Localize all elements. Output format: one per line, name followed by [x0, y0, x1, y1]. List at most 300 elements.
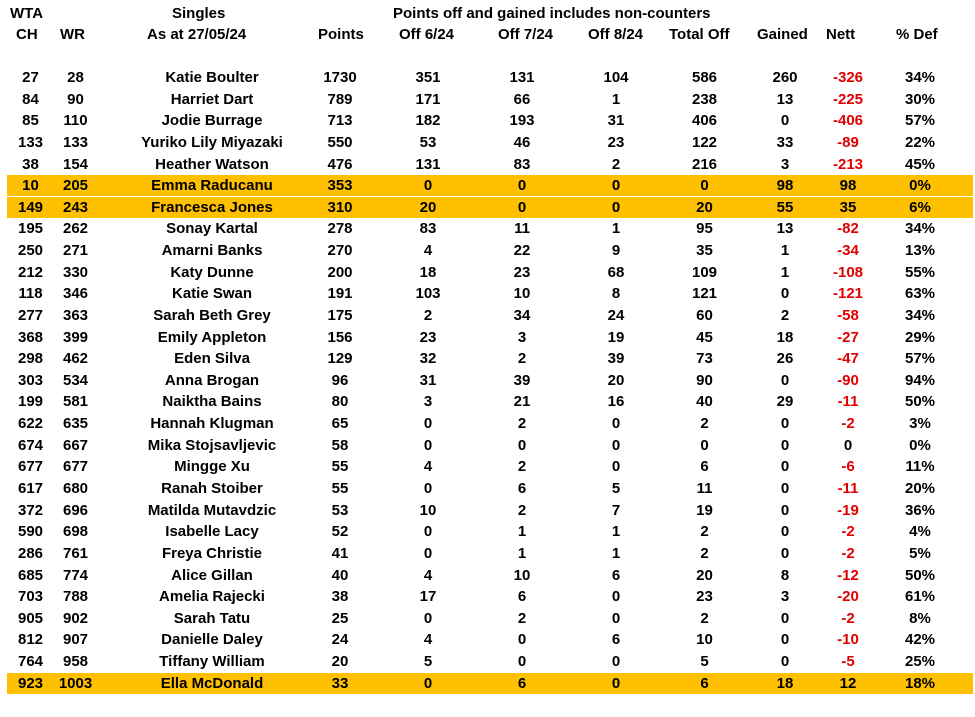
- cell-player-name: Sarah Tatu: [173, 609, 251, 627]
- cell-off-7-24: 6: [517, 480, 527, 497]
- col-header-off-6-24: Off 6/24: [399, 26, 455, 43]
- cell-total-off: 35: [696, 242, 713, 259]
- cell-off-8-24: 23: [607, 133, 625, 151]
- cell-off-8-24: 1: [611, 523, 621, 541]
- cell-wr: 698: [62, 523, 89, 541]
- cell-off-7-24: 2: [517, 350, 527, 368]
- cell-gained: 1: [780, 242, 790, 259]
- col-header-wr: WR: [60, 26, 85, 43]
- table-row: [7, 521, 973, 542]
- cell-player-name: Mingge Xu: [174, 458, 250, 476]
- cell-player-name: Eden Silva: [174, 350, 250, 368]
- cell-points: 270: [327, 242, 353, 259]
- cell-wr: 581: [62, 393, 89, 411]
- cell-total-off: 20: [696, 566, 713, 584]
- cell-off-8-24: 104: [603, 69, 629, 86]
- cell-total-off: 109: [691, 263, 718, 281]
- cell-wr: 667: [62, 436, 89, 454]
- cell-nett: -58: [837, 306, 859, 324]
- table-row: [7, 565, 973, 586]
- cell-total-off: 0: [700, 177, 709, 195]
- cell-gained: 3: [780, 155, 790, 173]
- cell-player-name: Anna Brogan: [164, 371, 260, 389]
- cell-pct-def: 18%: [904, 674, 936, 692]
- cell-pct-def: 57%: [904, 112, 936, 130]
- cell-off-6-24: 32: [419, 350, 437, 368]
- table-row: [7, 283, 973, 304]
- cell-off-8-24: 0: [611, 674, 621, 692]
- header-singles: Singles: [172, 5, 226, 22]
- cell-off-7-24: 66: [513, 90, 531, 108]
- cell-points: 353: [327, 177, 353, 195]
- cell-player-name: Isabelle Lacy: [165, 523, 259, 541]
- table-row: [7, 500, 973, 521]
- cell-off-8-24: 1: [611, 544, 621, 562]
- cell-nett: -6: [841, 458, 855, 476]
- cell-pct-def: 61%: [904, 588, 936, 606]
- cell-player-name: Sarah Beth Grey: [153, 306, 271, 324]
- cell-off-6-24: 53: [419, 133, 437, 151]
- cell-wr: 534: [62, 371, 89, 389]
- cell-off-7-24: 23: [513, 263, 531, 281]
- cell-off-8-24: 0: [611, 609, 621, 627]
- cell-points: 41: [331, 544, 349, 562]
- cell-points: 52: [331, 523, 349, 541]
- cell-player-name: Hannah Klugman: [150, 415, 274, 433]
- cell-total-off: 20: [696, 198, 713, 216]
- cell-nett: -11: [837, 480, 859, 497]
- cell-player-name: Ella McDonald: [160, 674, 264, 692]
- cell-ch: 149: [17, 198, 44, 216]
- cell-off-6-24: 131: [415, 155, 441, 173]
- cell-total-off: 121: [691, 285, 718, 303]
- cell-wr: 28: [67, 69, 84, 86]
- cell-total-off: 6: [700, 458, 709, 476]
- cell-off-7-24: 10: [513, 566, 531, 584]
- cell-wr: 262: [62, 220, 89, 238]
- cell-total-off: 2: [700, 415, 709, 433]
- cell-gained: 13: [776, 220, 794, 238]
- cell-nett: 12: [839, 674, 857, 692]
- cell-gained: 0: [780, 544, 790, 562]
- cell-off-6-24: 0: [423, 177, 433, 195]
- cell-off-6-24: 0: [423, 674, 433, 692]
- cell-wr: 346: [62, 285, 89, 303]
- cell-pct-def: 55%: [904, 263, 936, 281]
- cell-off-8-24: 9: [611, 242, 621, 259]
- cell-off-8-24: 19: [607, 328, 625, 346]
- cell-gained: 0: [780, 631, 790, 649]
- col-header-total-off: Total Off: [669, 26, 730, 43]
- cell-off-8-24: 0: [611, 436, 621, 454]
- cell-points: 713: [327, 112, 353, 130]
- cell-pct-def: 57%: [904, 350, 936, 368]
- cell-off-7-24: 3: [517, 328, 527, 346]
- cell-nett: -11: [837, 393, 859, 411]
- cell-wr: 243: [62, 198, 89, 216]
- table-row: [7, 154, 973, 175]
- cell-nett: -213: [832, 155, 864, 173]
- table-row: [7, 478, 973, 499]
- cell-pct-def: 0%: [909, 177, 931, 195]
- cell-pct-def: 11%: [905, 458, 935, 476]
- cell-off-6-24: 171: [415, 90, 441, 108]
- cell-ch: 303: [17, 371, 44, 389]
- cell-player-name: Amelia Rajecki: [159, 588, 265, 606]
- cell-off-8-24: 6: [611, 631, 621, 649]
- cell-nett: 0: [843, 436, 853, 454]
- cell-pct-def: 0%: [909, 436, 931, 454]
- col-header-nett: Nett: [826, 26, 856, 43]
- cell-total-off: 95: [696, 220, 713, 238]
- cell-wr: 958: [62, 653, 89, 670]
- cell-points: 24: [331, 631, 349, 649]
- cell-pct-def: 34%: [904, 306, 936, 324]
- cell-nett: -2: [841, 415, 855, 433]
- cell-ch: 622: [17, 415, 44, 433]
- table-row: [7, 413, 973, 434]
- cell-off-7-24: 83: [513, 155, 531, 173]
- cell-off-6-24: 0: [423, 523, 433, 541]
- cell-nett: -90: [837, 371, 859, 389]
- cell-total-off: 90: [696, 371, 713, 389]
- table-row: [7, 391, 973, 412]
- cell-points: 55: [331, 458, 349, 476]
- cell-nett: -12: [837, 566, 859, 584]
- cell-points: 33: [331, 674, 349, 692]
- header-points-note: Points off and gained includes non-counters: [393, 5, 711, 22]
- cell-player-name: Emma Raducanu: [151, 177, 273, 195]
- cell-player-name: Ranah Stoiber: [161, 480, 263, 497]
- cell-points: 278: [327, 220, 353, 238]
- cell-gained: 0: [780, 285, 790, 303]
- cell-points: 55: [331, 480, 349, 497]
- table-row: [7, 262, 973, 283]
- cell-player-name: Francesca Jones: [151, 198, 273, 216]
- cell-off-8-24: 0: [611, 415, 621, 433]
- cell-total-off: 216: [691, 155, 718, 173]
- cell-points: 80: [331, 393, 349, 411]
- cell-points: 129: [327, 350, 353, 368]
- cell-off-6-24: 31: [419, 371, 437, 389]
- table-row: [7, 651, 973, 672]
- cell-wr: 271: [62, 242, 89, 259]
- cell-wr: 363: [62, 306, 89, 324]
- cell-player-name: Danielle Daley: [161, 631, 263, 649]
- cell-ch: 674: [17, 436, 44, 454]
- cell-off-8-24: 16: [607, 393, 625, 411]
- cell-off-7-24: 2: [517, 458, 527, 476]
- cell-off-8-24: 31: [607, 112, 625, 130]
- cell-wr: 330: [62, 263, 89, 281]
- col-header-ch: CH: [16, 26, 38, 43]
- cell-gained: 98: [776, 177, 794, 195]
- cell-gained: 0: [780, 436, 790, 454]
- cell-nett: -5: [841, 653, 855, 670]
- cell-off-8-24: 0: [611, 458, 621, 476]
- cell-points: 789: [327, 90, 353, 108]
- table-row: [7, 132, 973, 153]
- cell-ch: 923: [17, 674, 44, 692]
- cell-off-7-24: 2: [517, 415, 527, 433]
- cell-nett: -2: [841, 523, 855, 541]
- cell-pct-def: 63%: [904, 285, 936, 303]
- cell-points: 20: [331, 653, 349, 670]
- cell-total-off: 406: [691, 112, 718, 130]
- cell-ch: 27: [22, 69, 39, 86]
- col-header-points: Points: [318, 26, 364, 43]
- cell-wr: 680: [62, 480, 89, 497]
- cell-off-8-24: 5: [611, 480, 621, 497]
- cell-nett: -406: [832, 112, 864, 130]
- cell-off-7-24: 1: [517, 523, 527, 541]
- cell-off-8-24: 0: [611, 177, 621, 195]
- cell-off-6-24: 4: [423, 566, 433, 584]
- cell-player-name: Freya Christie: [161, 544, 263, 562]
- cell-wr: 1003: [58, 674, 93, 692]
- cell-points: 58: [331, 436, 349, 454]
- cell-points: 53: [331, 501, 349, 519]
- table-row: [7, 608, 973, 629]
- cell-nett: -2: [841, 609, 855, 627]
- cell-player-name: Alice Gillan: [171, 566, 253, 584]
- cell-nett: -121: [832, 285, 864, 303]
- cell-pct-def: 13%: [904, 242, 936, 259]
- cell-points: 1730: [323, 69, 357, 86]
- cell-off-6-24: 0: [423, 609, 433, 627]
- cell-total-off: 6: [700, 674, 709, 692]
- cell-off-7-24: 21: [513, 393, 531, 411]
- cell-player-name: Matilda Mutavdzic: [147, 501, 277, 519]
- cell-off-7-24: 131: [509, 69, 535, 86]
- cell-ch: 84: [22, 90, 39, 108]
- cell-off-7-24: 2: [517, 609, 527, 627]
- cell-off-8-24: 24: [607, 306, 625, 324]
- cell-pct-def: 22%: [904, 133, 936, 151]
- cell-player-name: Sonay Kartal: [166, 220, 258, 238]
- cell-off-6-24: 23: [419, 328, 437, 346]
- col-header-as-at: As at 27/05/24: [147, 26, 247, 43]
- cell-total-off: 23: [696, 588, 713, 606]
- table-row: [7, 175, 973, 196]
- table-row: [7, 240, 973, 261]
- cell-off-7-24: 46: [513, 133, 531, 151]
- cell-wr: 399: [62, 328, 89, 346]
- cell-pct-def: 34%: [904, 220, 936, 238]
- cell-total-off: 0: [700, 436, 709, 454]
- cell-gained: 0: [780, 415, 790, 433]
- cell-player-name: Naiktha Bains: [162, 393, 262, 411]
- cell-nett: -27: [837, 328, 859, 346]
- cell-pct-def: 4%: [909, 523, 931, 541]
- cell-wr: 133: [62, 133, 89, 151]
- cell-gained: 0: [780, 653, 790, 670]
- cell-points: 476: [327, 155, 353, 173]
- cell-total-off: 2: [700, 523, 709, 541]
- cell-pct-def: 25%: [904, 653, 936, 670]
- cell-ch: 118: [18, 285, 43, 303]
- cell-ch: 250: [17, 242, 44, 259]
- cell-total-off: 5: [700, 653, 709, 670]
- cell-ch: 298: [17, 350, 44, 368]
- table-row: [7, 586, 973, 607]
- cell-points: 65: [331, 415, 349, 433]
- cell-off-7-24: 39: [513, 371, 531, 389]
- cell-gained: 55: [776, 198, 794, 216]
- cell-ch: 703: [17, 588, 44, 606]
- cell-pct-def: 45%: [904, 155, 936, 173]
- cell-off-8-24: 68: [607, 263, 625, 281]
- cell-ch: 617: [17, 480, 44, 497]
- table-row: [7, 543, 973, 564]
- cell-gained: 3: [780, 588, 790, 606]
- cell-pct-def: 5%: [909, 544, 931, 562]
- cell-ch: 85: [22, 112, 39, 130]
- cell-nett: -225: [832, 90, 864, 108]
- cell-off-7-24: 0: [517, 177, 527, 195]
- cell-player-name: Mika Stojsavljevic: [147, 436, 277, 454]
- col-header-gained: Gained: [757, 26, 808, 43]
- cell-points: 200: [327, 263, 353, 281]
- cell-nett: -47: [837, 350, 859, 368]
- table-row: [7, 67, 973, 88]
- table-row: [7, 370, 973, 391]
- cell-gained: 18: [776, 328, 794, 346]
- cell-player-name: Katie Boulter: [165, 69, 259, 86]
- cell-off-7-24: 1: [517, 544, 527, 562]
- cell-ch: 590: [17, 523, 44, 541]
- cell-points: 310: [327, 198, 353, 216]
- cell-total-off: 73: [696, 350, 713, 368]
- cell-points: 25: [331, 609, 349, 627]
- cell-total-off: 122: [691, 133, 718, 151]
- cell-wr: 907: [62, 631, 89, 649]
- cell-wr: 696: [62, 501, 89, 519]
- cell-off-8-24: 39: [607, 350, 625, 368]
- cell-player-name: Jodie Burrage: [161, 112, 263, 130]
- cell-off-6-24: 0: [423, 436, 433, 454]
- cell-total-off: 60: [696, 306, 713, 324]
- cell-total-off: 19: [696, 501, 713, 519]
- cell-gained: 0: [780, 371, 790, 389]
- table-row: [7, 110, 973, 131]
- cell-points: 175: [327, 306, 353, 324]
- cell-pct-def: 30%: [904, 90, 936, 108]
- cell-off-6-24: 5: [423, 653, 433, 670]
- cell-wr: 761: [62, 544, 89, 562]
- cell-pct-def: 20%: [904, 480, 936, 497]
- cell-pct-def: 3%: [909, 415, 931, 433]
- cell-off-6-24: 4: [423, 242, 433, 259]
- cell-ch: 286: [17, 544, 44, 562]
- cell-total-off: 2: [700, 609, 709, 627]
- cell-pct-def: 34%: [904, 69, 936, 86]
- cell-gained: 1: [780, 263, 790, 281]
- cell-off-7-24: 2: [517, 501, 527, 519]
- table-row: [7, 89, 973, 110]
- cell-off-7-24: 0: [517, 436, 527, 454]
- cell-wr: 902: [62, 609, 89, 627]
- cell-off-6-24: 182: [415, 112, 441, 130]
- cell-wr: 90: [67, 90, 84, 108]
- cell-total-off: 586: [691, 69, 718, 86]
- cell-pct-def: 6%: [909, 198, 931, 216]
- cell-gained: 2: [780, 306, 790, 324]
- cell-off-6-24: 17: [419, 588, 437, 606]
- cell-gained: 0: [780, 609, 790, 627]
- cell-off-6-24: 20: [419, 198, 437, 216]
- cell-wr: 774: [62, 566, 89, 584]
- cell-gained: 0: [780, 112, 790, 130]
- table-row: [7, 348, 973, 369]
- col-header-pct-def: % Def: [896, 26, 938, 43]
- cell-nett: -108: [832, 263, 864, 281]
- cell-ch: 195: [17, 220, 44, 238]
- table-row: [7, 218, 973, 239]
- col-header-off-7-24: Off 7/24: [498, 26, 554, 43]
- cell-off-7-24: 6: [517, 674, 527, 692]
- cell-off-7-24: 193: [509, 112, 535, 130]
- cell-off-7-24: 0: [517, 653, 527, 670]
- cell-nett: -34: [837, 242, 859, 259]
- cell-wr: 205: [62, 177, 89, 195]
- cell-wr: 788: [62, 588, 89, 606]
- cell-ch: 677: [17, 458, 44, 476]
- cell-nett: -19: [837, 501, 859, 519]
- cell-pct-def: 50%: [904, 566, 936, 584]
- cell-off-8-24: 20: [607, 371, 625, 389]
- cell-ch: 685: [17, 566, 44, 584]
- cell-ch: 372: [17, 501, 44, 519]
- cell-wr: 154: [62, 155, 89, 173]
- cell-player-name: Katy Dunne: [170, 263, 254, 281]
- cell-player-name: Emily Appleton: [157, 328, 267, 346]
- cell-off-8-24: 1: [611, 220, 621, 238]
- cell-off-7-24: 0: [517, 631, 527, 649]
- cell-total-off: 45: [696, 328, 713, 346]
- cell-pct-def: 29%: [904, 328, 936, 346]
- cell-points: 40: [331, 566, 349, 584]
- cell-player-name: Katie Swan: [171, 285, 253, 303]
- cell-wr: 677: [62, 458, 89, 476]
- cell-nett: -2: [841, 544, 855, 562]
- cell-ch: 199: [17, 393, 44, 411]
- cell-off-7-24: 11: [514, 220, 530, 238]
- cell-ch: 368: [17, 328, 44, 346]
- cell-wr: 462: [62, 350, 89, 368]
- cell-off-6-24: 3: [423, 393, 433, 411]
- cell-off-8-24: 0: [611, 198, 621, 216]
- table-row: [7, 305, 973, 326]
- cell-player-name: Heather Watson: [155, 155, 269, 173]
- cell-off-8-24: 2: [611, 155, 621, 173]
- cell-nett: -20: [837, 588, 859, 606]
- cell-off-6-24: 0: [423, 544, 433, 562]
- cell-ch: 38: [22, 155, 39, 173]
- cell-off-8-24: 1: [611, 90, 621, 108]
- cell-nett: 35: [839, 198, 857, 216]
- cell-gained: 0: [780, 523, 790, 541]
- cell-total-off: 238: [691, 90, 718, 108]
- cell-nett: -10: [837, 631, 859, 649]
- cell-points: 550: [327, 133, 353, 151]
- cell-total-off: 11: [696, 480, 713, 497]
- cell-off-6-24: 0: [423, 480, 433, 497]
- cell-off-8-24: 0: [611, 588, 621, 606]
- cell-player-name: Harriet Dart: [170, 90, 254, 108]
- table-row: [7, 456, 973, 477]
- cell-nett: -82: [837, 220, 859, 238]
